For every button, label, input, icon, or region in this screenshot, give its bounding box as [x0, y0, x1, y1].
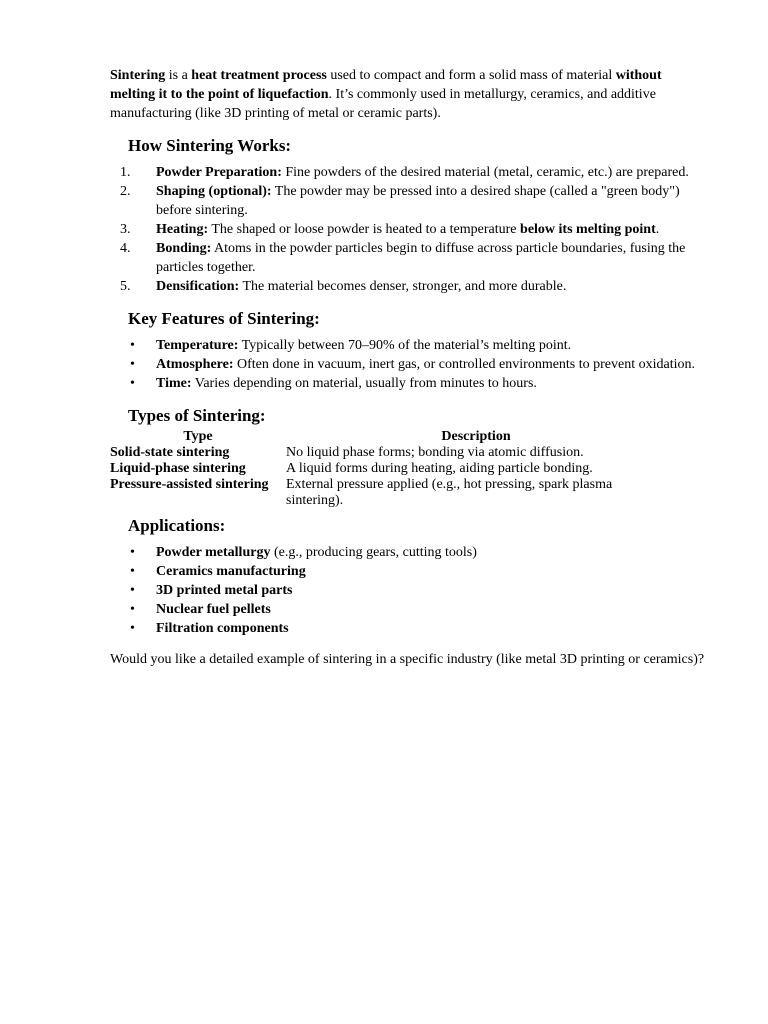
item-label: Powder metallurgy — [156, 545, 271, 560]
item-label: Densification: — [156, 279, 240, 294]
item-label: 3D printed metal parts — [156, 583, 293, 598]
list-item — [110, 277, 708, 296]
intro-term: Sintering — [110, 68, 166, 83]
table-header-row — [110, 429, 666, 445]
list-item — [110, 336, 708, 355]
table-cell-description: A liquid forms during heating, aiding particle bonding. — [286, 461, 593, 476]
bullet-icon: • — [130, 621, 135, 636]
item-label: Time: — [156, 376, 192, 391]
list-item — [110, 163, 708, 182]
item-label: Temperature: — [156, 338, 239, 353]
table-cell-description: External pressure applied (e.g., hot pressing, spark plasma sintering). — [286, 477, 613, 508]
how-heading: How Sintering Works: — [128, 136, 292, 155]
item-text: The shaped or loose powder is heated to a temperature — [208, 222, 521, 237]
bullet-icon: • — [130, 357, 135, 372]
item-label: Heating: — [156, 222, 209, 237]
table-cell-type: Solid-state sintering — [110, 445, 230, 460]
list-item — [110, 374, 708, 393]
item-text: The material becomes denser, stronger, and more durable. — [239, 279, 567, 294]
applications-list — [110, 543, 708, 638]
item-text: Typically between 70–90% of the material’s melting point. — [238, 338, 572, 353]
item-text: Varies depending on material, usually from minutes to hours. — [191, 376, 537, 391]
item-label: Filtration components — [156, 621, 289, 636]
list-item — [110, 182, 708, 220]
list-number: 5. — [120, 279, 131, 294]
column-header-description: Description — [441, 429, 511, 444]
list-item — [110, 220, 708, 239]
item-strong: below its melting point — [520, 222, 656, 237]
item-text: . — [655, 222, 660, 237]
item-label: Atmosphere: — [156, 357, 234, 372]
intro-strong: without melting it to the point of liquefaction — [110, 68, 662, 102]
item-label: Bonding: — [156, 241, 212, 256]
table-cell-type: Liquid-phase sintering — [110, 461, 246, 476]
list-item — [110, 239, 708, 277]
features-heading: Key Features of Sintering: — [128, 309, 320, 328]
intro-text: is a — [165, 68, 192, 83]
bullet-icon: • — [130, 376, 135, 391]
list-number: 4. — [120, 241, 131, 256]
item-text: Often done in vacuum, inert gas, or controlled environments to prevent oxidation. — [233, 357, 696, 372]
list-item — [110, 581, 708, 600]
list-item — [110, 619, 708, 638]
intro-strong: heat treatment process — [191, 68, 327, 83]
item-label: Ceramics manufacturing — [156, 564, 306, 579]
table-row — [110, 461, 666, 477]
table-row — [110, 477, 666, 509]
bullet-icon: • — [130, 564, 135, 579]
list-number: 1. — [120, 165, 131, 180]
list-item — [110, 600, 708, 619]
intro-text: used to compact and form a solid mass of material — [326, 68, 616, 83]
bullet-icon: • — [130, 545, 135, 560]
bullet-icon: • — [130, 583, 135, 598]
list-number: 3. — [120, 222, 131, 237]
list-number: 2. — [120, 184, 131, 199]
bullet-icon: • — [130, 338, 135, 353]
features-list — [110, 336, 708, 393]
list-item — [110, 355, 708, 374]
how-steps-list — [110, 163, 708, 296]
item-text: The powder may be pressed into a desired shape (called a "green body") before sintering. — [156, 184, 680, 218]
table-row — [110, 445, 666, 461]
intro-text: . It’s commonly used in metallurgy, ceramics, and additive manufacturing (like 3D printing of metal or ceramic parts). — [110, 87, 656, 121]
list-item — [110, 562, 708, 581]
column-header-type: Type — [183, 429, 213, 444]
table-cell-type: Pressure-assisted sintering — [110, 477, 269, 492]
closing-question: Would you like a detailed example of sintering in a specific industry (like metal 3D printing or ceramics)? — [110, 652, 705, 667]
item-text: Fine powders of the desired material (metal, ceramic, etc.) are prepared. — [281, 165, 689, 180]
applications-heading: Applications: — [128, 516, 226, 535]
bullet-icon: • — [130, 602, 135, 617]
intro-paragraph — [110, 66, 708, 123]
types-table — [110, 429, 666, 509]
item-label: Shaping (optional): — [156, 184, 272, 199]
item-label: Nuclear fuel pellets — [156, 602, 271, 617]
item-text: Atoms in the powder particles begin to diffuse across particle boundaries, fusing the particles together. — [156, 241, 686, 275]
table-cell-description: No liquid phase forms; bonding via atomic diffusion. — [286, 445, 584, 460]
item-text: (e.g., producing gears, cutting tools) — [270, 545, 477, 560]
types-heading: Types of Sintering: — [128, 406, 266, 425]
list-item — [110, 543, 708, 562]
item-label: Powder Preparation: — [156, 165, 282, 180]
